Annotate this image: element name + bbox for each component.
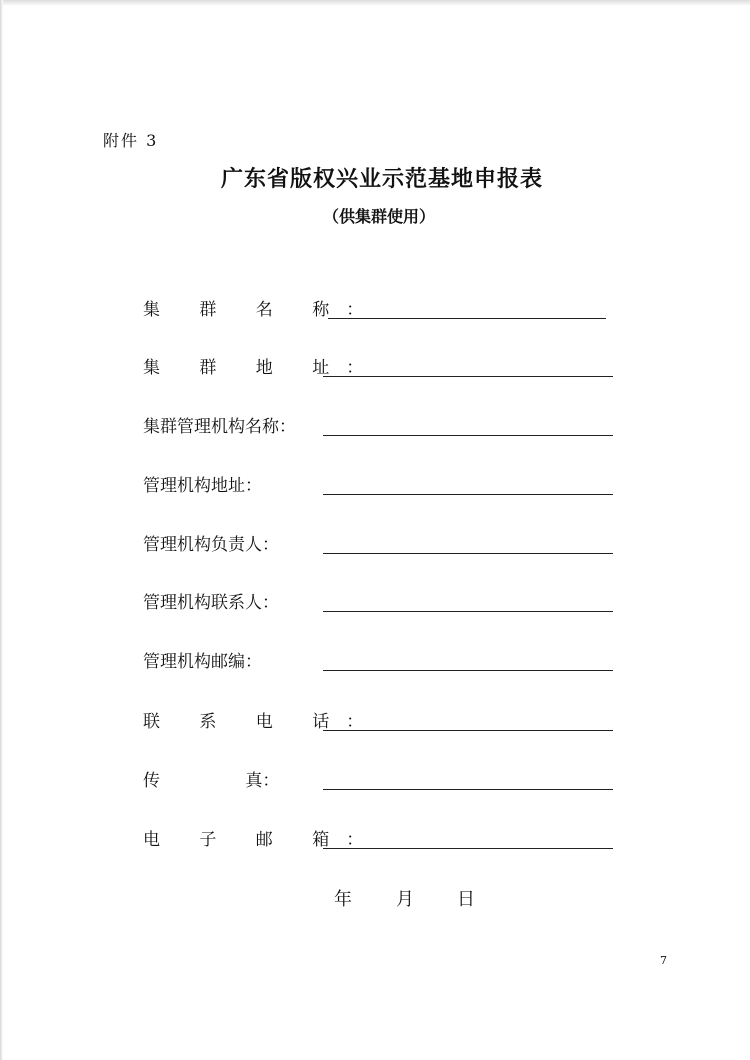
- field-label-text: 集 群 地 址：: [143, 358, 381, 378]
- field-label-management-org-contact: [143, 589, 321, 617]
- page-edge-shadow-top: [0, 0, 750, 6]
- field-label-fax: [143, 767, 321, 795]
- field-line-management-org-head[interactable]: [323, 553, 613, 554]
- field-row-management-org-address: [143, 472, 613, 504]
- field-label-cluster-address: [143, 354, 381, 382]
- field-line-fax[interactable]: [323, 789, 613, 790]
- field-label-contact-phone: [143, 708, 381, 736]
- page-number: 7: [660, 954, 667, 967]
- field-row-email: [143, 826, 613, 858]
- date-month-label: 月: [396, 889, 414, 910]
- field-line-cluster-address[interactable]: [323, 376, 613, 377]
- field-label-text: 集群管理机构名称：: [143, 417, 296, 437]
- field-row-fax: [143, 767, 613, 799]
- page-edge-shadow-left: [0, 0, 3, 1060]
- date-day-label: 日: [457, 889, 475, 910]
- field-row-management-org-postcode: [143, 648, 613, 680]
- field-label-text: 集 群 名 称：: [143, 300, 381, 320]
- field-label-email: [143, 826, 381, 854]
- form-subtitle: （供集群使用）: [322, 207, 435, 226]
- field-label-text: 电 子 邮 箱：: [143, 830, 381, 850]
- field-row-cluster-address: [143, 354, 613, 386]
- field-row-management-org-name: [143, 413, 613, 445]
- field-line-management-org-contact[interactable]: [323, 611, 613, 612]
- field-label-text: 管理机构联系人：: [143, 593, 279, 613]
- form-title: 广东省版权兴业示范基地申报表: [220, 167, 543, 192]
- date-year-label: 年: [334, 889, 352, 910]
- field-label-text: 联 系 电 话：: [143, 712, 381, 732]
- field-label-management-org-postcode: [143, 648, 321, 676]
- field-row-management-org-contact: [143, 589, 613, 621]
- field-line-management-org-postcode[interactable]: [323, 670, 613, 671]
- field-row-management-org-head: [143, 531, 613, 563]
- field-label-management-org-address: [143, 472, 321, 500]
- field-label-cluster-name: [143, 296, 381, 324]
- attachment-label: 附件 3: [103, 131, 159, 150]
- field-line-email[interactable]: [323, 848, 613, 849]
- field-line-management-org-address[interactable]: [323, 494, 613, 495]
- field-row-cluster-name: [143, 296, 613, 328]
- field-label-text: 管理机构负责人：: [143, 535, 279, 555]
- field-label-management-org-name: [143, 413, 321, 441]
- field-row-contact-phone: [143, 708, 613, 740]
- field-line-cluster-name[interactable]: [328, 318, 606, 319]
- field-label-text: 管理机构地址：: [143, 476, 262, 496]
- field-line-contact-phone[interactable]: [323, 730, 613, 731]
- field-label-management-org-head: [143, 531, 321, 559]
- field-label-text: 管理机构邮编：: [143, 652, 262, 672]
- field-label-text: 传 真：: [143, 771, 280, 791]
- field-line-management-org-name[interactable]: [323, 435, 613, 436]
